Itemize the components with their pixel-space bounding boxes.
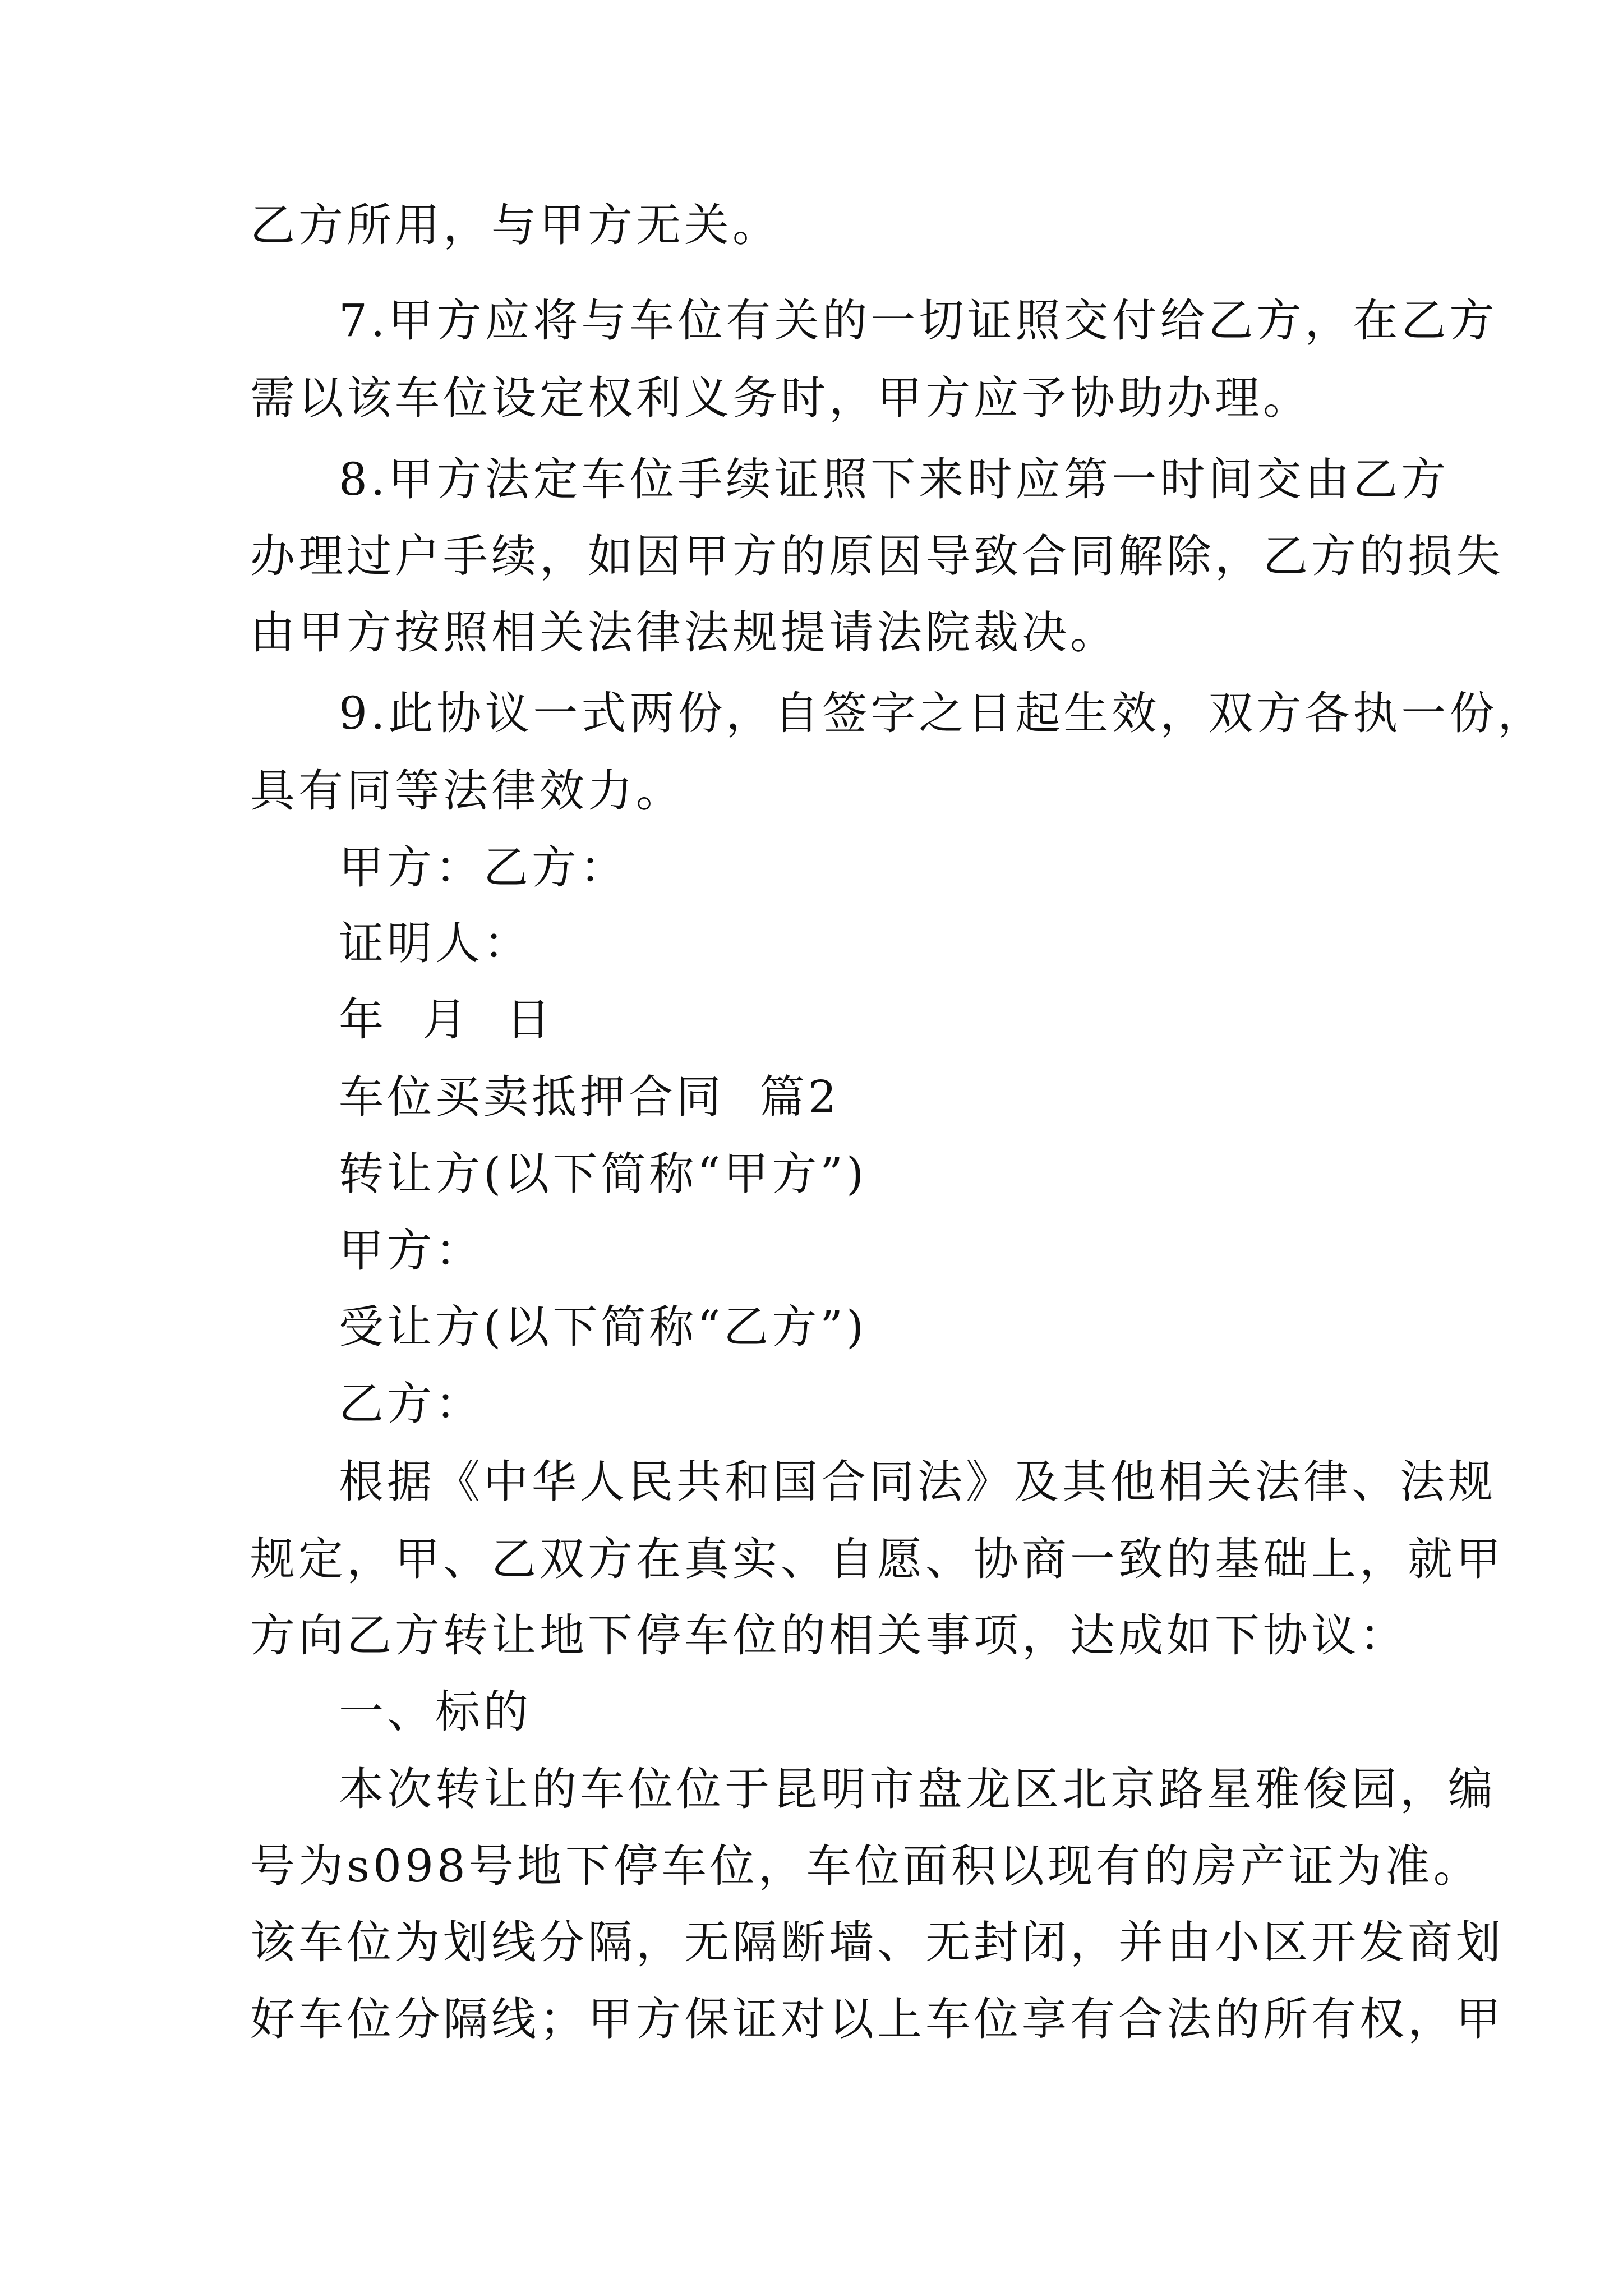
text-line: 具有同等法律效力。 [250,765,684,817]
text-line: 需以该车位设定权利义务时，甲方应予协助办理。 [250,372,1311,424]
date-line: 年 月 日 [339,993,554,1046]
text-line: 好车位分隔线；甲方保证对以上车位享有合法的所有权，甲 [250,1993,1504,2045]
text-line: 号为s098号地下停车位，车位面积以现有的房产证为准。 [250,1840,1482,1892]
text-line: 7.甲方应将与车位有关的一切证照交付给乙方，在乙方 [339,295,1498,347]
witness-label: 证明人： [339,917,532,969]
text-line: 该车位为划线分隔，无隔断墙、无封闭，并由小区开发商划 [250,1916,1504,1968]
text-line: 由甲方按照相关法律法规提请法院裁决。 [250,606,1118,659]
text-line: 方向乙方转让地下停车位的相关事项，达成如下协议： [250,1609,1408,1662]
text-line: 8.甲方法定车位手续证照下来时应第一时间交由乙方 [339,453,1450,505]
text-line: 转让方(以下简称“甲方”) [339,1148,868,1200]
text-line: 乙方所用，与甲方无关。 [250,199,781,251]
text-line: 乙方： [339,1378,483,1430]
section-heading: 车位买卖抵押合同 篇2 [339,1071,840,1123]
text-line: 受让方(以下简称“乙方”) [339,1301,868,1353]
section-heading: 一、标的 [339,1686,532,1738]
text-line: 甲方： [339,1225,483,1277]
text-line: 根据《中华人民共和国合同法》及其他相关法律、法规 [339,1456,1496,1508]
text-line: 本次转让的车位位于昆明市盘龙区北京路星雅俊园，编 [339,1763,1496,1815]
text-line: 办理过户手续，如因甲方的原因导致合同解除，乙方的损失 [250,530,1504,582]
text-line: 规定，甲、乙双方在真实、自愿、协商一致的基础上，就甲 [250,1533,1504,1585]
signature-parties: 甲方：乙方： [339,841,628,894]
text-line: 9.此协议一式两份，自签字之日起生效，双方各执一份， [339,687,1546,739]
